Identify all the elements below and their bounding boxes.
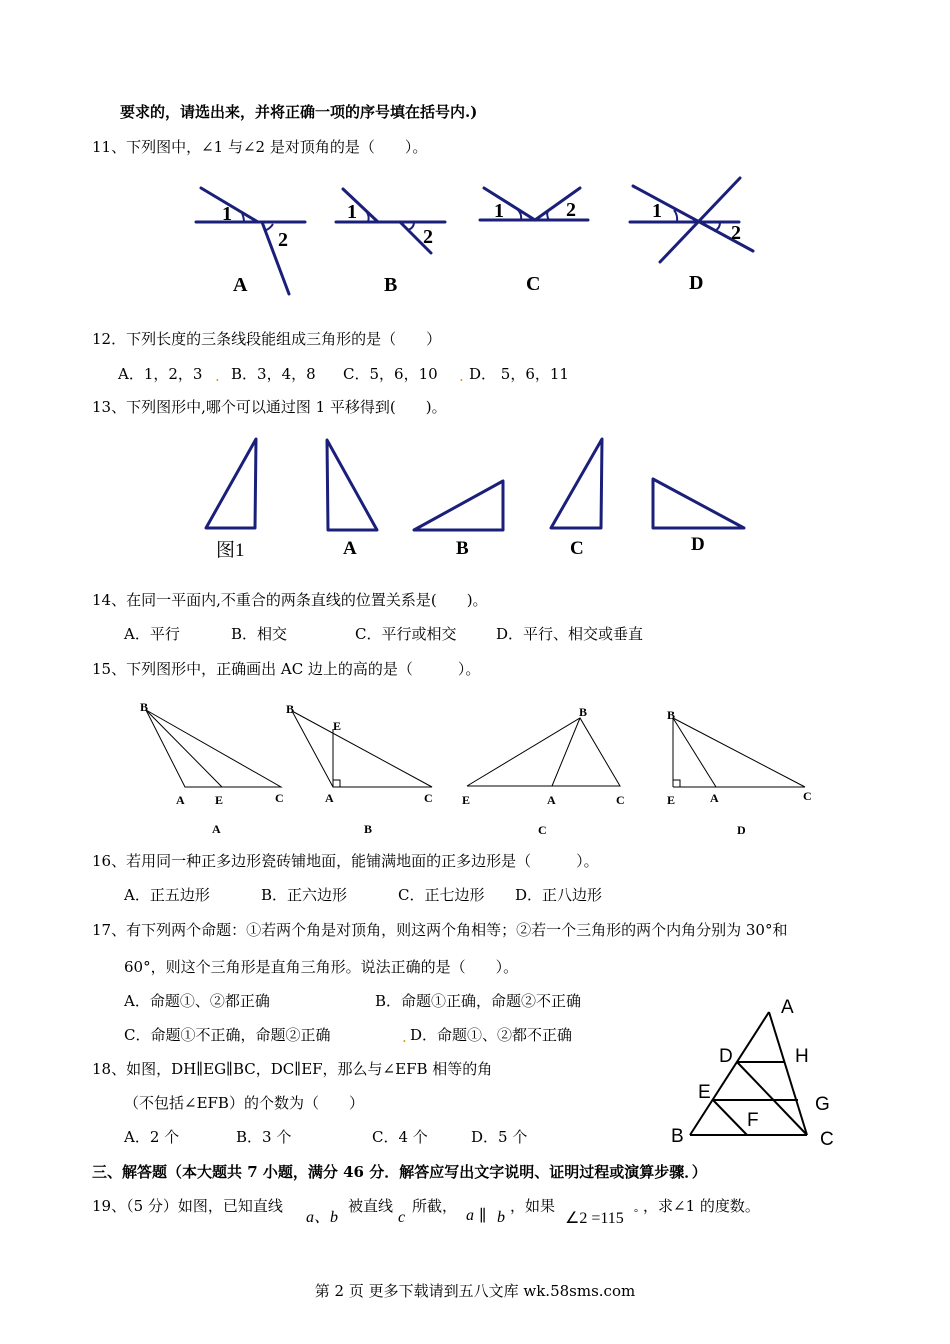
q15-d-point-b: B	[667, 708, 676, 722]
q19-text-1: 19、（5 分）如图，已知直线	[92, 1197, 283, 1215]
q15-option-b-label: B	[364, 822, 373, 836]
q12-option-d: D． 5，6，11	[469, 365, 569, 383]
q11-b-arc-2	[408, 222, 414, 230]
q13-fig1-label: 图1	[216, 540, 245, 561]
q13-stem: 13、下列图形中,哪个可以通过图 1 平移得到( )。	[92, 398, 447, 416]
q19-text-4: ，如果	[510, 1197, 556, 1215]
q18-stem-line1: 18、如图，DH∥EG∥BC，DC∥EF，那么与∠EFB 相等的角	[92, 1060, 493, 1078]
q11-a-angle-1-label: 1	[222, 203, 232, 225]
q15-option-a-label: A	[212, 822, 221, 836]
q11-a-angle-2-label: 2	[278, 229, 288, 251]
q19-degree: °	[634, 1208, 638, 1219]
q13-triangle-c	[551, 439, 602, 528]
q18-point-d: D	[719, 1046, 733, 1067]
q15-c-point-b: B	[579, 705, 588, 719]
q11-stem: 11、下列图中，∠1 与∠2 是对顶角的是（ ）。	[92, 138, 428, 156]
q17-option-b: B．命题①正确，命题②不正确	[375, 992, 582, 1010]
q15-option-c-label: C	[538, 823, 547, 837]
q11-d-arc-2	[714, 222, 720, 231]
q11-c-arc-1	[518, 210, 521, 220]
q16-option-c: C．正七边形	[398, 886, 485, 904]
q18-point-c: C	[820, 1129, 834, 1150]
q15-d-side-bc	[673, 718, 805, 787]
q19-line-c: c	[398, 1209, 406, 1226]
q11-option-b-label: B	[384, 274, 398, 296]
q15-d-point-c: C	[803, 789, 812, 803]
q13-triangle-d	[653, 479, 744, 528]
q19-condition: ∠2 =115	[565, 1210, 624, 1227]
q12-option-a: A．1，2，3	[118, 365, 203, 383]
q16-option-a: A．正五边形	[124, 886, 210, 904]
q15-b-point-e: E	[333, 719, 342, 733]
section-3-heading: 三、解答题（本大题共 7 小题，满分 46 分．解答应写出文字说明、证明过程或演算步骤．）	[92, 1163, 707, 1181]
q14-option-d: D．平行、相交或垂直	[496, 625, 644, 643]
q15-b-point-c: C	[424, 791, 433, 805]
q15-stem: 15、下列图形中，正确画出 AC 边上的高的是（ ）。	[92, 660, 481, 678]
q17-stem-line1: 17、有下列两个命题：①若两个角是对顶角，则这两个角相等；②若一个三角形的两个内角分别为 30°和	[92, 921, 788, 939]
q12-option-b: B．3，4，8	[231, 365, 316, 383]
q15-b-triangle	[292, 711, 432, 787]
q13-option-d-label: D	[691, 534, 705, 555]
q18-point-a: A	[781, 997, 794, 1018]
q12-dot-2: .	[459, 367, 464, 385]
page-footer: 第 2 页 更多下载请到五八文库 wk.58sms.com	[314, 1282, 636, 1300]
q11-a-arc-1	[242, 213, 244, 222]
q15-c-point-a: A	[547, 793, 556, 807]
q11-d-line-steep	[660, 178, 740, 262]
q12-stem: 12．下列长度的三条线段能组成三角形的是（ ）	[92, 330, 442, 348]
q19-b: b	[497, 1209, 505, 1226]
q12-option-c: C．5，6，10	[343, 365, 438, 383]
q17-option-a: A．命题①、②都正确	[124, 992, 270, 1010]
q11-c-angle-1-label: 1	[494, 200, 504, 222]
q17-stem-line2: 60°，则这个三角形是直角三角形。说法正确的是（ ）。	[124, 958, 519, 976]
q15-d-point-a: A	[710, 791, 719, 805]
q15-a-triangle	[146, 710, 281, 787]
q14-option-b: B．相交	[231, 625, 288, 643]
q13-triangle-b	[414, 481, 503, 530]
q15-c-triangle	[467, 718, 620, 786]
q18-point-f: F	[747, 1110, 759, 1131]
q15-b-right-angle	[333, 780, 340, 787]
q11-b-arc-1	[366, 211, 369, 222]
q19-text-5: ，求∠1 的度数。	[643, 1197, 760, 1215]
q11-d-angle-2-label: 2	[731, 222, 741, 244]
q11-option-c-label: C	[526, 273, 541, 295]
q11-option-d-label: D	[689, 272, 704, 294]
q15-a-point-e: E	[215, 793, 224, 807]
q18-point-h: H	[795, 1046, 809, 1067]
q12-dot-1: .	[215, 367, 220, 385]
q11-d-angle-1-label: 1	[652, 200, 662, 222]
q16-option-b: B．正六边形	[261, 886, 348, 904]
q15-a-point-c: C	[275, 791, 284, 805]
q15-c-point-e: E	[462, 793, 471, 807]
q13-triangle-a	[327, 440, 377, 530]
q13-option-a-label: A	[343, 538, 357, 559]
q15-d-side-ba	[673, 718, 716, 787]
q11-b-angle-1-label: 1	[347, 201, 357, 223]
q15-d-point-e: E	[667, 793, 676, 807]
q15-a-point-b: B	[140, 700, 149, 714]
intro-text: 要求的，请选出来，并将正确一项的序号填在括号内.)	[120, 103, 478, 121]
q15-d-right-angle	[673, 780, 680, 787]
q13-option-b-label: B	[456, 538, 469, 559]
q18-option-d: D．5 个	[471, 1128, 528, 1146]
q18-side-ac	[769, 1012, 807, 1135]
q15-c-point-c: C	[616, 793, 625, 807]
q18-point-b: B	[671, 1126, 684, 1147]
q11-a-arc-2	[264, 224, 273, 231]
q19-a: a	[466, 1207, 474, 1224]
q15-a-point-a: A	[176, 793, 185, 807]
q11-b-angle-2-label: 2	[423, 226, 433, 248]
q14-option-c: C．平行或相交	[355, 625, 457, 643]
q19-parallel: ∥	[479, 1206, 487, 1225]
q13-triangle-fig1	[206, 439, 256, 528]
q16-stem: 16、若用同一种正多边形瓷砖铺地面，能铺满地面的正多边形是（ ）。	[92, 852, 599, 870]
q11-option-a-label: A	[233, 274, 248, 296]
q19-text-3: 所截，	[412, 1197, 458, 1215]
q11-c-line-left	[484, 188, 535, 220]
q16-option-d: D．正八边形	[515, 886, 603, 904]
q13-option-c-label: C	[570, 538, 584, 559]
q18-option-a: A．2 个	[124, 1128, 180, 1146]
q18-point-e: E	[698, 1082, 711, 1103]
q18-line-ef	[713, 1100, 747, 1135]
q15-b-point-a: A	[325, 791, 334, 805]
q11-c-arc-2	[547, 211, 549, 220]
q17-option-c: C．命题①不正确，命题②正确	[124, 1026, 331, 1044]
q15-option-d-label: D	[737, 823, 746, 837]
q14-option-a: A．平行	[124, 625, 180, 643]
q18-stem-line2: （不包括∠EFB）的个数为（ ）	[124, 1094, 364, 1112]
q19-lines-ab: a、b	[306, 1209, 339, 1226]
q19-text-2: 被直线	[348, 1197, 394, 1215]
q14-stem: 14、在同一平面内,不重合的两条直线的位置关系是( )。	[92, 591, 488, 609]
q11-d-arc-1	[674, 210, 677, 222]
q18-point-g: G	[815, 1094, 830, 1115]
q15-b-point-b: B	[286, 702, 295, 716]
q18-option-b: B．3 个	[236, 1128, 292, 1146]
q15-c-segment	[552, 718, 580, 786]
q11-c-angle-2-label: 2	[566, 199, 576, 221]
q18-option-c: C．4 个	[372, 1128, 428, 1146]
q17-dot: .	[402, 1028, 407, 1046]
q15-a-segment-be	[146, 710, 222, 787]
q17-option-d: D．命题①、②都不正确	[410, 1026, 573, 1044]
